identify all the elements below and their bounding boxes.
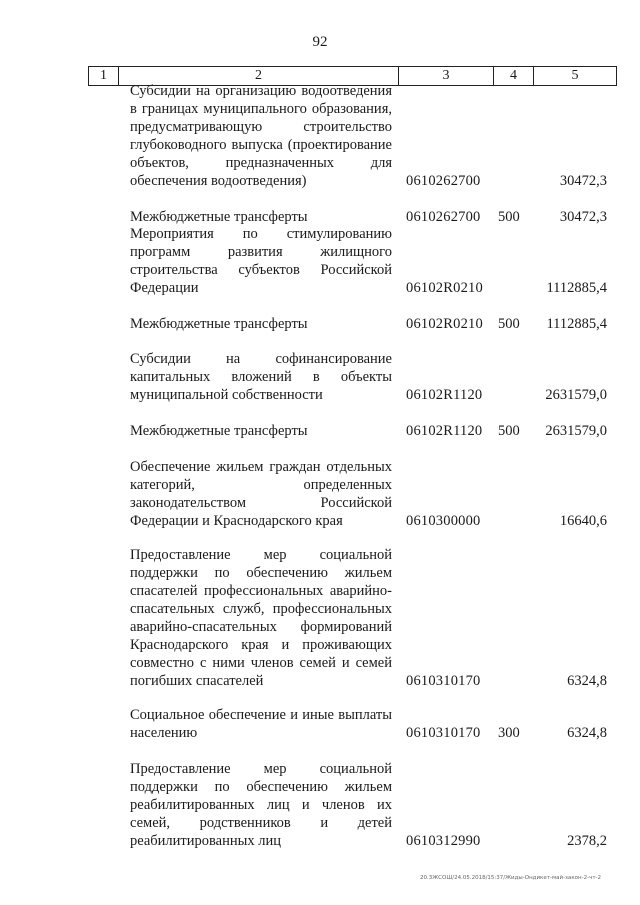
row-name: Мероприятия по стимулированию программ развития жилищного строительства субъектов Российской Федерации xyxy=(130,226,392,296)
row-type: 500 xyxy=(498,316,520,332)
row-amount: 2631579,0 xyxy=(545,387,607,403)
table-row xyxy=(0,420,640,440)
row-amount: 1112885,4 xyxy=(546,280,607,296)
row-code: 0610262700 xyxy=(406,173,481,189)
row-code: 0610300000 xyxy=(406,513,481,529)
column-header-1: 1 xyxy=(89,67,119,85)
row-name: Предоставление мер социальной поддержки по обеспечению жильем реабилитированных лиц и членов их семей, родственников и детей реабилитированных лиц xyxy=(130,761,392,849)
column-header-5: 5 xyxy=(571,68,579,83)
table-row xyxy=(0,226,640,297)
footer-stamp: 20.3ЖСОШ/24.05.2018/15:37/Жиды-Ондикет-май-закон-2-чт-2 xyxy=(420,875,602,881)
row-name: Субсидии на софинансирование капитальных вложений в объекты муниципальной собственности xyxy=(130,351,392,403)
row-amount: 1112885,4 xyxy=(546,316,607,332)
row-amount: 30472,3 xyxy=(559,209,607,225)
table-row xyxy=(0,706,640,742)
column-header-2: 2 xyxy=(119,67,399,85)
table-row xyxy=(0,83,640,190)
table-row xyxy=(0,206,640,226)
row-type: 300 xyxy=(498,725,520,741)
row-name: Предоставление мер социальной поддержки по обеспечению жильем спасателей профессиональных аварийно-спасательных служб, профессиональных аварийно-спасательных формирований Краснодарского края и проживающих совместно с ними членов семей и семей погибших спасателей xyxy=(130,547,392,689)
row-code: 06102R1120 xyxy=(406,423,483,439)
row-amount: 6324,8 xyxy=(567,673,607,689)
row-name: Субсидии на организацию водоотведения в границах муниципального образования, предусматривающую строительство глубоководного выпуска (проектирование объектов, предназначенных для обеспечения водоотведения) xyxy=(130,83,392,189)
page-number: 92 xyxy=(312,34,328,50)
table-row xyxy=(0,313,640,333)
table-row xyxy=(0,760,640,850)
table-row xyxy=(0,546,640,690)
row-name: Социальное обеспечение и иные выплаты населению xyxy=(130,707,392,741)
column-header-3: 3 xyxy=(399,67,494,85)
row-code: 06102R1120 xyxy=(406,387,483,403)
row-amount: 2378,2 xyxy=(567,833,607,849)
row-type: 500 xyxy=(498,423,520,439)
row-name: Межбюджетные трансферты xyxy=(130,209,308,225)
row-name: Межбюджетные трансферты xyxy=(130,316,308,332)
table-row xyxy=(0,350,640,404)
row-code: 0610262700 xyxy=(406,209,481,225)
table-row xyxy=(0,458,640,530)
row-amount: 2631579,0 xyxy=(545,423,607,439)
row-code: 06102R0210 xyxy=(406,280,483,296)
row-name: Обеспечение жильем граждан отдельных категорий, определенных законодательством Российской Федерации и Краснодарского края xyxy=(130,459,392,529)
row-amount: 6324,8 xyxy=(567,725,607,741)
column-header-4: 4 xyxy=(494,67,534,85)
row-code: 0610312990 xyxy=(406,833,481,849)
row-amount: 16640,6 xyxy=(559,513,607,529)
row-code: 0610310170 xyxy=(406,725,481,741)
row-type: 500 xyxy=(498,209,520,225)
row-name: Межбюджетные трансферты xyxy=(130,423,308,439)
row-amount: 30472,3 xyxy=(559,173,607,189)
row-code: 0610310170 xyxy=(406,673,481,689)
row-code: 06102R0210 xyxy=(406,316,483,332)
